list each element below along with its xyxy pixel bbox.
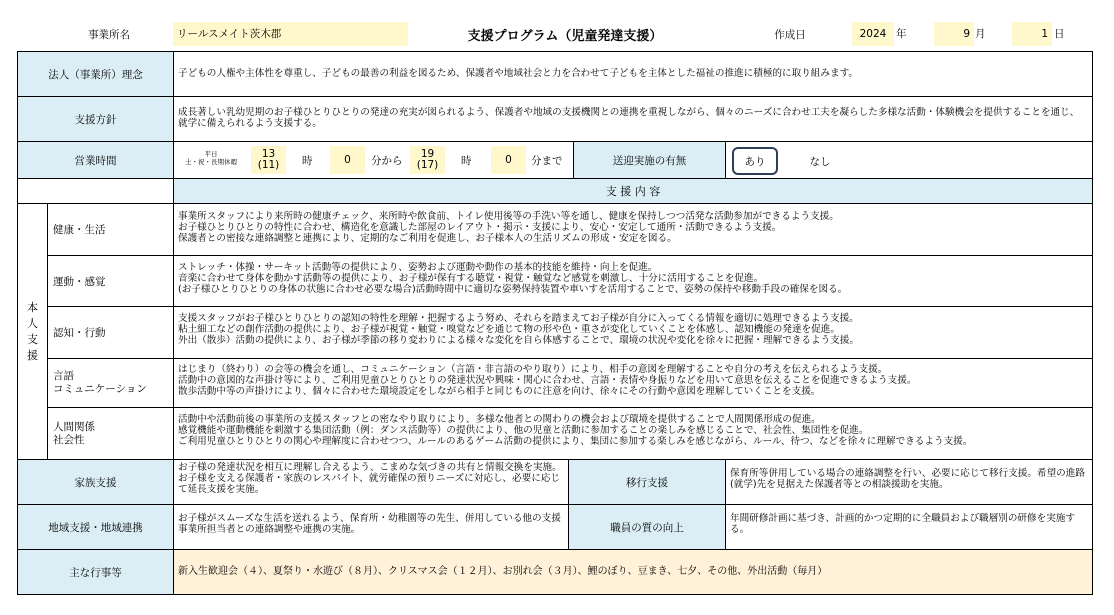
motor-sensory-label: 運動・感覚 (47, 255, 174, 307)
hours-label: 営業時間 (17, 141, 174, 179)
start-hour-weekday: 13 (261, 148, 276, 160)
holiday-label: 土・祝・長期休暇 (185, 158, 237, 166)
health-life-text: 事業所スタッフにより来所時の健康チェック、来所時や飲食前、トイレ使用後等の手洗い等を通し、健康を保持しつつ活発な活動参加ができるよう支援。 お子様ひとりひとりの特性に合わせ、構造化を意識した部屋のレイアウト・掲示・支援により、安心・安定して通所・活動できるよう支援。 保護者との密接な連絡調整と連携により、定期的なご利用を促進し、お子様本人の生活リズムの形成・安定を図る。 (173, 203, 1093, 256)
policy-text: 成長著しい乳幼児期のお子様ひとりひとりの発達の充実が図られるよう、保護者や地域の支援機関との連携を重視しながら、個々のニーズに合わせ工夫を凝らした多様な活動・体験機会を提供することを通じ、就学に備えられるよう支援する。 (173, 96, 1093, 142)
cognition-behavior-text: 支援スタッフがお子様ひとりひとりの認知の特性を理解・把握するよう努め、それらを踏まえてお子様が自分に入ってくる情報を適切に処理できるよう支援。 粘土細工などの創作活動の提供により、お子様が視覚・触覚・嗅覚などを通じて物の形や色・重さが変化していくことを体感し、認知機能の発達を促進。 外出（散歩）活動の提供により、お子様が季節の移り変わりによる様々な変化を自ら体感することで、環境の状況や変化を徐々に把握・理解できるよう支援。 (173, 306, 1093, 359)
health-life-label: 健康・生活 (47, 203, 174, 256)
philosophy-label: 法人（事業所）理念 (17, 51, 174, 97)
events-label: 主な行事等 (17, 549, 174, 595)
language-communication-label: 言語 コミュニケーション (47, 358, 174, 408)
created-month: 9 (934, 22, 974, 46)
philosophy-text: 子どもの人権や主体性を尊重し、子どもの最善の利益を図るため、保護者や地域社会と力を合わせて子どもを主体とした福祉の推進に積極的に取り組みます。 (173, 51, 1093, 97)
community-support-text: お子様がスムーズな生活を送れるよう、保育所・幼稚園等の先生、併用している他の支援事業所担当者との連絡調整や連携の実施。 (173, 504, 569, 550)
end-minute: 0 (491, 146, 526, 174)
transport-no-option[interactable]: なし (809, 155, 831, 168)
motor-sensory-text: ストレッチ・体操・サーキット活動等の提供により、姿勢および運動や動作の基本的技能を維持・向上を促進。 音楽に合わせて身体を動かす活動等の提供により、お子様が保有する聴覚・視覚・触覚など感覚を刺激し、十分に活用することを促進。 (お子様ひとりひとりの身体の状態に合わせ必要な場合)活動時間中に適切な姿勢保持装置や車いすを活用することで、姿勢の保持や移動手段の確保を図る。 (173, 255, 1093, 307)
created-date-label: 作成日 (774, 28, 806, 41)
individual-support-label: 本 人 支 援 (17, 203, 48, 460)
events-text: 新入生歓迎会（４）、夏祭り・水遊び（８月）、クリスマス会（１２月）、お別れ会（３月）、鯉のぼり、豆まき、七夕、その他、外出活動（毎月） (173, 549, 1093, 595)
end-hour-weekday: 19 (420, 148, 435, 160)
policy-label: 支援方針 (17, 96, 174, 142)
day-unit: 日 (1054, 28, 1065, 40)
until-label: 分まで (531, 155, 563, 167)
support-content-header: 支 援 内 容 (173, 178, 1093, 204)
transition-support-label: 移行支援 (568, 459, 726, 505)
cognition-behavior-label: 認知・行動 (47, 306, 174, 359)
created-day: 1 (1012, 22, 1052, 46)
staff-quality-label: 職員の質の向上 (568, 504, 726, 550)
language-communication-text: はじまり（終わり）の会等の機会を通し、コミュニケーション（言語・非言語のやり取り）により、相手の意図を理解することや自分の考えを伝えられるよう支援。 活動中の意図的な声掛け等により、ご利用児童ひとりひとりの発達状況や興味・関心に合わせ、言語・表情や身振りなどを用いて意思を伝えることを促進できるよう支援。 散歩活動中等の声掛けにより、個々に合わせた環境設定をしながら相手と同じものに注意を向け、徐々にその行動や意図を理解していくことを支援。 (173, 358, 1093, 408)
transition-support-text: 保育所等併用している場合の連絡調整を行い、必要に応じて移行支援。希望の進路(就学)先を見据えた保護者等との相談援助を実施。 (725, 459, 1093, 505)
end-hour-unit: 時 (461, 155, 472, 167)
social-relations-label: 人間関係 社会性 (47, 407, 174, 460)
created-year: 2024 (852, 22, 894, 46)
month-unit: 月 (975, 28, 986, 40)
year-unit: 年 (896, 28, 907, 40)
start-hour (251, 146, 286, 174)
start-hour-unit: 時 (302, 155, 313, 167)
transport-label: 送迎実施の有無 (573, 141, 726, 179)
end-hour (410, 146, 445, 174)
family-support-text: お子様の発達状況を相互に理解し合えるよう、こまめな気づきの共有と情報交換を実施。お子様を支える保護者・家族のレスパイト、就労確保の預りニーズに対応し、必要に応じて延長支援を実施。 (173, 459, 569, 505)
office-name-label: 事業所名 (88, 28, 130, 41)
social-relations-text: 活動中や活動前後の事業所の支援スタッフとの密なやり取りにより、多様な他者との関わりの機会および環境を提供することで人間関係形成の促進。 感覚機能や運動機能を刺激する集団活動（例：ダンス活動等）の提供により、他の児童と活動に参加することの楽しみを感じることで、社会性、集団性を促進。 ご利用児童ひとりひとりの関心や理解度に合わせつつ、ルールのあるゲーム活動の提供により、集団に参加する楽しみを感じながら、ルール、待つ、などを徐々に理解できるよう支援。 (173, 407, 1093, 460)
start-hour-holiday: (11) (257, 159, 280, 171)
support-content-header-spacer (17, 178, 174, 204)
start-minute: 0 (330, 146, 365, 174)
office-name-value: リールスメイト茨木郡 (173, 22, 408, 46)
community-support-label: 地域支援・地域連携 (17, 504, 174, 550)
family-support-label: 家族支援 (17, 459, 174, 505)
staff-quality-text: 年間研修計画に基づき、計画的かつ定期的に全職員および職層別の研修を実施する。 (725, 504, 1093, 550)
weekday-label: 平日 (204, 150, 218, 158)
page-title: 支援プログラム（児童発達支援） (467, 28, 663, 44)
from-label: 分から (371, 155, 403, 167)
end-hour-holiday: (17) (416, 159, 439, 171)
transport-yes-option[interactable]: あり (732, 147, 778, 175)
